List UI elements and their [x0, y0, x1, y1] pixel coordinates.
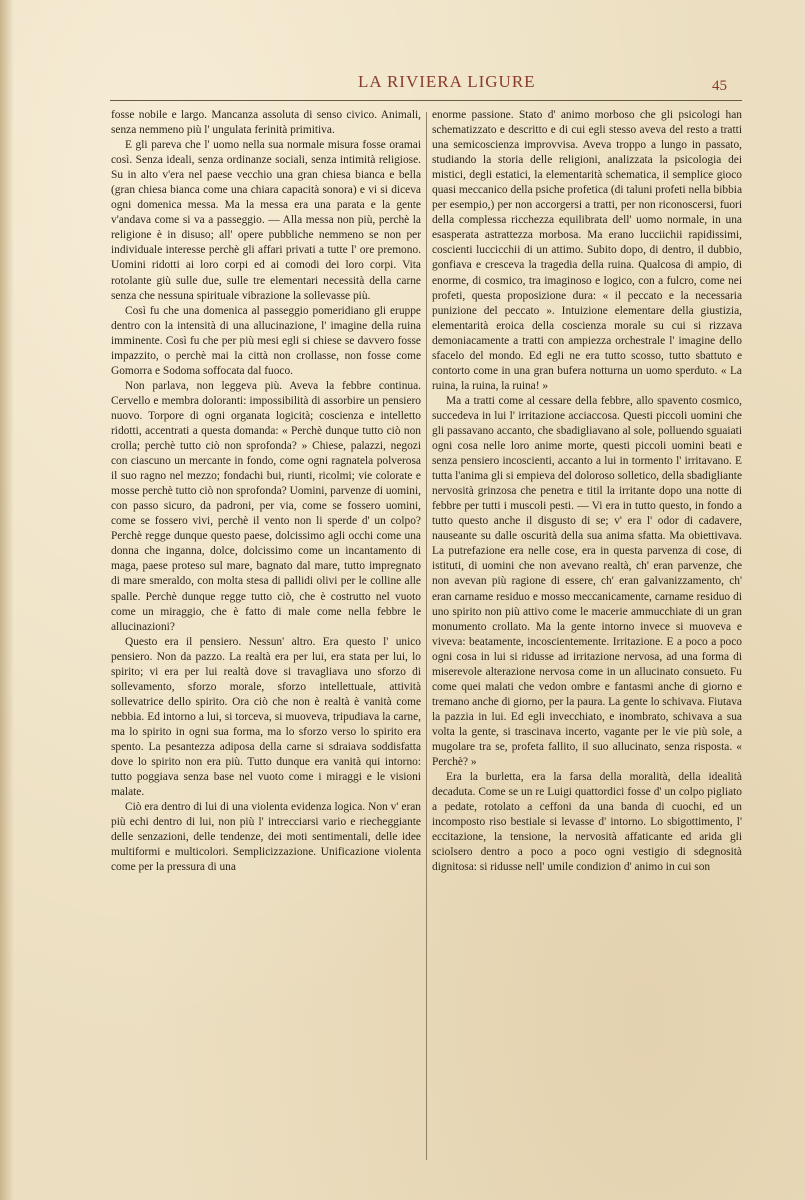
paragraph: Ma a tratti come al cessare della febbre, allo spavento cosmico, succedeva in lui l' irritazione acciaccosa. Questi piccoli uomini che gli passavano accanto, che sbadigliavano al sole, polluendo sguaiati ogni cosa nelle loro anime morte, questi piccoli uomini beati e senza pensiero incoscienti, accanto a lui in tormento l' irritavano. E tutta l'anima gli si empieva del doloroso solletico, della sbadigliante nervosità grinzosa che penetra e titil la irritante dopo una notte di febbre per tutti i muscoli pesti. — Vi era in tutto questo, in fondo a tutto questo anche il disgusto di se; v' era l' odor di cadavere, nauseante su dalle oscurità della sua anima sfatta. Ma obiettivava. La putrefazione era nelle cose, era in questa parvenza di cose, di istituti, di uomini che non avevano realtà, ch' eran parvenze, che non avevan più ragione di essere, ch' eran galvanizzamento, ch' eran carname residuo e mosso meccanicamente, carname residuo di uno spirito non più attivo come le macerie ammucchiate di un gran monumento crollato. Ma la gente intorno invece si muoveva e viveva: beatamente, incoscientemente. Irritazione. E a poco a poco ogni cosa in lui si ridusse ad irritazione nervosa, ad una forma di miserevole alterazione nervosa come in un allucinato consueto. Fu come quei malati che vedon ombre e fantasmi anche di giorno e tremano anche di giorno, per la paura. La gente lo schivava. Fiutava la pazzia in lui. Ed egli invecchiato, e inombrato, schivava a sua volta la gente, si trascinava incerto, vagante per le vie più sole, a mugolare tra se, profeta fallito, il suo allucinato, senza risposta. « Perchè? » [432, 394, 742, 769]
paragraph: enorme passione. Stato d' animo morboso che gli psicologi han schematizzato e descritto e di cui egli stesso aveva del resto a tratti una semicoscienza improvvisa. Aveva troppo a lungo in passato, studiando la storia delle religioni, analizzata la psicologia dei mistici, degli estatici, la elementarità schematica, il semplice gioco quasi meccanico della psiche profetica (di taluni profeti nella bibbia per esempio,) per non accorgersi a tratti, per non riconoscersi, fuori della complessa ricchezza equilibrata dell' uomo normale, in una esasperata astrattezza morbosa. Ma erano lucciichii rapidissimi, coscienti luccicchii di un attimo. Subito dopo, di dentro, il dubbio, gonfiava e cresceva la tragedia della ruina. Qualcosa di ampio, di enorme, di cosmico, tra imaginoso e logico, con a fulcro, come nei profeti, questa proposizione dura: « il peccato e la necessaria punizione del peccato ». Intuizione elementare della giustizia, elementarità eroica della coscienza morale su cui si rizzava demoniacamente a tratti con ampiezza orchestrale l' imagine dello sfacelo del mondo. Ed egli ne era tutto scosso, tutto sbattuto e contorto come in una gran bufera notturna un uomo sperduto. « La ruina, la ruina, la ruina! » [432, 109, 742, 392]
column-divider [426, 112, 427, 1160]
paragraph: Così fu che una domenica al passeggio pomeridiano gli eruppe dentro con la intensità di una allucinazione, l' imagine della ruina imminente. Così fu che per più mesi egli si chiese se davvero fosse impazzito, o perchè mai la città non crollasse, non fosse come Gomorra e Sodoma soffocata dal fuoco. [111, 304, 421, 377]
text-column-right [432, 108, 742, 875]
magazine-title: LA RIVIERA LIGURE [358, 72, 536, 91]
paragraph: Questo era il pensiero. Nessun' altro. Era questo l' unico pensiero. Non da pazzo. La realtà era per lui, era stata per lui, lo spirito; vi era per lui realtà dove si travagliava uno sforzo di sollevamento, sforzo morale, sforzo intellettuale, attività sollevatrice dello spirito. Ora ciò che non è realtà è vanità come nebbia. Ed intorno a lui, si torceva, si muoveva, tripudiava la carne, ma lo spirito in ogni sua forma, ma lo sforzo verso lo spirito era spento. La pesantezza adiposa della carne si sdraiava soddisfatta dove lo spirito non era più. Tutto dunque era vanità qui intorno: tutto poggiava senza base nel vuoto come i miraggi e le visioni malate. [111, 635, 421, 799]
paragraph: fosse nobile e largo. Mancanza assoluta di senso civico. Animali, senza nemmeno più l' ungulata ferinità primitiva. [111, 109, 421, 137]
binding-edge [0, 0, 14, 1200]
paragraph: Non parlava, non leggeva più. Aveva la febbre continua. Cervello e membra doloranti: impossibilità di assorbire un pensiero nuovo. Torpore di ogni organata logicità; coscienza e intelletto ridotti, accentrati a questa domanda: « Perchè dunque tutto ciò non crolla; perchè tutto ciò non sprofonda? » Chiese, palazzi, negozi con ciascuno un mercante in fondo, come ogni ragnatela polverosa il suo ragno nel mezzo; fondachi bui, riunti, ricolmi; vie colorate e mosse perchè tutto ciò non sprofonda? Uomini, parvenze di uomini, con passo sicuro, da padroni, per via, come se fossero uomini, come se fossero vivi, perchè il vento non li sperde d' un colpo? Perchè regge dunque questo paese, dolcissimo agli occhi come una donna che inganna, dolce, dolcissimo come un incantamento di maga, paese proteso sul mare, bagnato dal mare, tutto impregnato di mare smeraldo, con molta stesa di pallidi olivi per le colline alle spalle. Perchè dunque regge tutto ciò, che è costrutto nel vuoto come un miraggio, che è fatto di male come nella febbre le allucinazioni? [111, 379, 421, 633]
paragraph: E gli pareva che l' uomo nella sua normale misura fosse oramai così. Senza ideali, senza ordinanze sociali, senza intimità religiose. Su in alto v'era nel paese vecchio una gran chiesa bianca e bella (gran chiesa bianca come una chiara capacità sonora) e vi si diceva ogni domenica messa. Ma la messa era una parata e la gente v'andava come si va a passeggio. — Alla messa non più, perchè la religione è in disuso; all' opere pubbliche nemmeno se non per individuale interesse perchè gli affari privati a tutte l' ore premono. Uomini ridotti ai loro corpi ed ai comodi dei loro corpi. Vita rotolante giù sulle due, sulle tre elementari necessità della carne senza che nessuna spirituale vibrazione la sollevasse più. [111, 139, 421, 302]
header-rule [110, 100, 742, 101]
text-column-left [111, 108, 421, 875]
page-number: 45 [712, 78, 727, 94]
paragraph: Era la burletta, era la farsa della moralità, della idealità decaduta. Come se un re Luigi quattordici fosse d' un colpo pigliato a pedate, rotolato a ceffoni da una banda di cuochi, ed un incomposto riso bestiale si levasse d' intorno. Lo sbigottimento, l' eccitazione, la tensione, la nervosità affaticante ed arida gli sciolsero dentro a poco a poco ogni vestigio di sdegnosità dignitosa: si ridusse nell' umile condizion d' animo in cui son [432, 771, 742, 874]
paragraph: Ciò era dentro di lui di una violenta evidenza logica. Non v' eran più echi dentro di lui, non più l' intrecciarsi vario e riecheggiante delle senzazioni, delle tendenze, dei moti sentimentali, delle idee multiformi e multicolori. Semplicizzazione. Unificazione violenta come per la pressura di una [111, 801, 421, 874]
